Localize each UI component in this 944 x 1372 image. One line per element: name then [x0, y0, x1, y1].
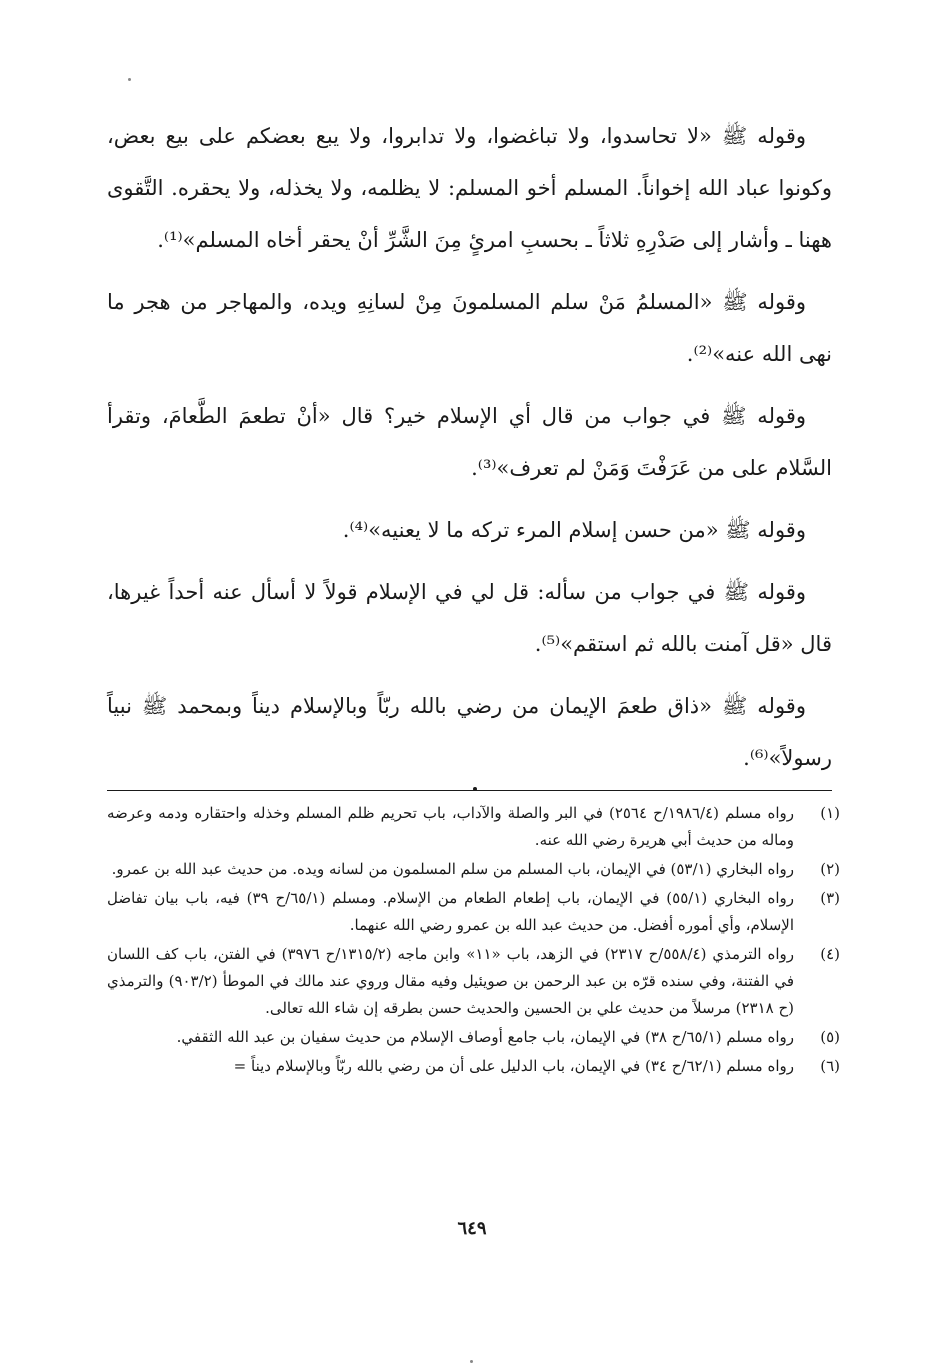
main-body-text [107, 110, 832, 794]
footnote-number: (٢) [820, 860, 840, 878]
footnote-text: رواه مسلم (١٩٨٦/٤/ح ٢٥٦٤) في البر والصلة والآداب، باب تحريم ظلم المسلم وخذله واحتقاره ودمه وعرضه وماله من حديث أبي هريرة رضي الله عنه. [107, 804, 794, 849]
hadith-paragraph: وقوله ﷺ «لا تحاسدوا، ولا تباغضوا، ولا تدابروا، ولا يبع بعضكم على بيع بعض، وكونوا عباد الله إخواناً. المسلم أخو المسلم: لا يظلمه، ولا يخذله، ولا يحقره. التَّقوى ههنا ـ وأشار إلى صَدْرِهِ ثلاثاً ـ بحسبِ امرئٍ مِنَ الشَّرِّ أنْ يحقر أخاه المسلم»⁽¹⁾. [107, 124, 832, 252]
hadith-paragraph: وقوله ﷺ «من حسن إسلام المرء تركه ما لا يعنيه»⁽⁴⁾. [342, 518, 806, 542]
footnote-item [107, 1024, 840, 1051]
hadith-paragraph: وقوله ﷺ في جواب من سأله: قل لي في الإسلام قولاً لا أسأل عنه أحداً غيرها، قال «قل آمنت بالله ثم استقم»⁽⁵⁾. [107, 580, 832, 656]
footnote-text: رواه البخاري (٥٣/١) في الإيمان، باب المسلم من سلم المسلمون من لسانه ويده. من حديث عبد الله بن عمرو. [111, 860, 794, 878]
footnote-text: رواه مسلم (٦٢/١/ح ٣٤) في الإيمان، باب الدليل على أن من رضي بالله ربّاً وبالإسلام ديناً = [233, 1057, 794, 1075]
footnote-text: رواه البخاري (٥٥/١) في الإيمان، باب إطعام الطعام من الإسلام. ومسلم (٦٥/١/ح ٣٩) فيه، باب بيان تفاضل الإسلام، وأي أموره أفضل. من حديث عبد الله بن عمرو رضي الله عنهما. [107, 889, 795, 934]
scan-speck [470, 1360, 473, 1363]
footnote-item [107, 885, 840, 939]
footnotes [107, 800, 840, 1082]
separator-dot [473, 787, 477, 791]
hadith-paragraph: وقوله ﷺ في جواب من قال أي الإسلام خير؟ قال «أنْ تطعمَ الطَّعامَ، وتقرأ السَّلام على من عَرَفْتَ وَمَنْ لم تعرف»⁽³⁾. [107, 404, 832, 480]
footnote-item [107, 1053, 840, 1080]
scan-speck [128, 78, 131, 81]
footnote-item [107, 800, 840, 854]
footnote-number: (٥) [820, 1028, 840, 1046]
footnote-number: (٣) [820, 889, 840, 907]
hadith-paragraph: وقوله ﷺ «المسلمُ مَنْ سلم المسلمونَ مِنْ لسانِهِ ويده، والمهاجر من هجر ما نهى الله عنه»⁽²⁾. [107, 290, 832, 366]
footnote-number: (٤) [820, 945, 840, 963]
footnote-item [107, 941, 840, 1022]
footnote-number: (١) [820, 804, 840, 822]
page-number: ٦٤٩ [457, 1218, 487, 1239]
footnote-item [107, 856, 840, 883]
footnote-text: رواه الترمذي (٥٥٨/٤/ح ٢٣١٧) في الزهد، باب «١١» وابن ماجه (١٣١٥/٢/ح ٣٩٧٦) في الفتن، باب كف اللسان في الفتنة، وفي سنده قرّه بن عبد الرحمن بن صويئيل وفيه مقال وروي عند مالك في الموطأ (٩٠٣/٢) والترمذي (ح ٢٣١٨) مرسلاً من حديث علي بن الحسين والحديث حسن بطرقه إن شاء الله تعالى. [107, 945, 794, 1017]
hadith-paragraph: وقوله ﷺ «ذاق طعمَ الإيمان من رضي بالله ربّاً وبالإسلام ديناً وبمحمد ﷺ نبياً رسولاً»⁽⁶⁾. [107, 694, 832, 770]
footnote-text: رواه مسلم (٦٥/١/ح ٣٨) في الإيمان، باب جامع أوصاف الإسلام من حديث سفيان بن عبد الله الثقفي. [176, 1028, 794, 1046]
footnote-number: (٦) [820, 1057, 840, 1075]
footnote-separator [107, 790, 832, 791]
